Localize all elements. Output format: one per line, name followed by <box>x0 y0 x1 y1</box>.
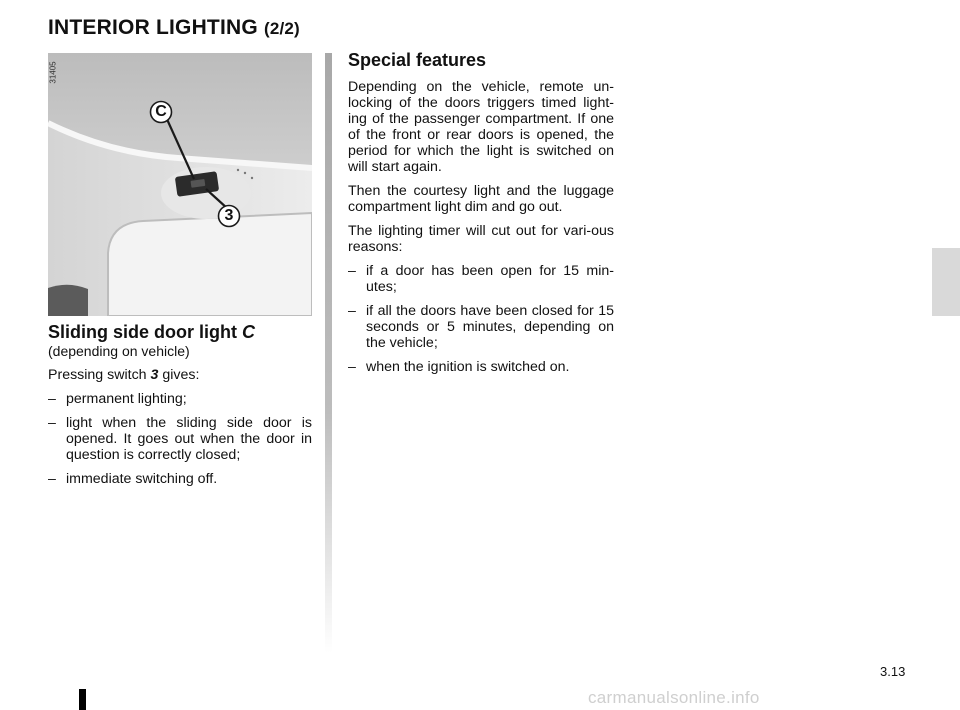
list-item <box>348 303 614 351</box>
list-item-text: if a door has been open for 15 min-utes; <box>366 263 614 295</box>
callout-3-label: 3 <box>224 207 234 224</box>
sliding-door-light-heading <box>48 322 312 343</box>
interior-photo <box>48 53 312 316</box>
special-features-heading: Special features <box>348 50 487 70</box>
sliding-door-light-heading-text: Sliding side door light <box>48 322 237 342</box>
list-item-text: when the ignition is switched on. <box>366 359 570 375</box>
list-item-text: immediate switching off. <box>66 471 218 487</box>
callout-c-label: C <box>155 103 167 120</box>
bullet-dash: – <box>348 263 356 279</box>
switch-number: 3 <box>150 367 159 383</box>
list-item <box>48 471 312 487</box>
page-title <box>48 16 300 40</box>
list-item-text: permanent lighting; <box>66 391 187 407</box>
paragraph: Then the courtesy light and the luggage compartment light dim and go out. <box>348 183 614 215</box>
left-column <box>48 322 312 495</box>
column-divider <box>325 53 332 653</box>
bullet-dash: – <box>48 391 56 407</box>
availability-note: (depending on vehicle) <box>48 343 190 359</box>
photo-reference-code-text: 31405 <box>48 61 58 84</box>
page-title-text: INTERIOR LIGHTING <box>48 16 258 39</box>
sliding-door-light-letter: C <box>242 322 256 342</box>
list-item <box>48 415 312 463</box>
list-item <box>348 263 614 295</box>
list-item-text: light when the sliding side door is opened. It goes out when the door in question is correctly closed; <box>66 415 312 463</box>
corner-mark <box>79 689 86 710</box>
bullet-dash: – <box>48 471 56 487</box>
list-item-text: if all the doors have been closed for 15 seconds or 5 minutes, depending on the vehicle; <box>366 303 614 351</box>
bullet-dash: – <box>348 303 356 319</box>
paragraph: Depending on the vehicle, remote un-locking of the doors triggers timed light-ing of the passenger compartment. If one of the front or rear doors is opened, the period for which the light is switched on will start again. <box>348 79 614 175</box>
switch-intro-after: gives: <box>162 367 200 383</box>
page-part-indicator: (2/2) <box>263 19 300 38</box>
right-column <box>348 50 614 383</box>
paragraph: The lighting timer will cut out for vari-ous reasons: <box>348 223 614 255</box>
bullet-dash: – <box>348 359 356 375</box>
page-number: 3.13 <box>880 664 906 679</box>
photo-reference-code <box>48 56 64 92</box>
switch-intro <box>48 367 312 383</box>
switch-intro-before: Pressing switch <box>48 367 147 383</box>
list-item <box>48 391 312 407</box>
watermark-text: carmanualsonline.info <box>588 688 760 707</box>
list-item <box>348 359 614 375</box>
bullet-dash: – <box>48 415 56 431</box>
interior-photo-drawing <box>48 53 312 316</box>
chapter-side-tab <box>932 248 960 316</box>
